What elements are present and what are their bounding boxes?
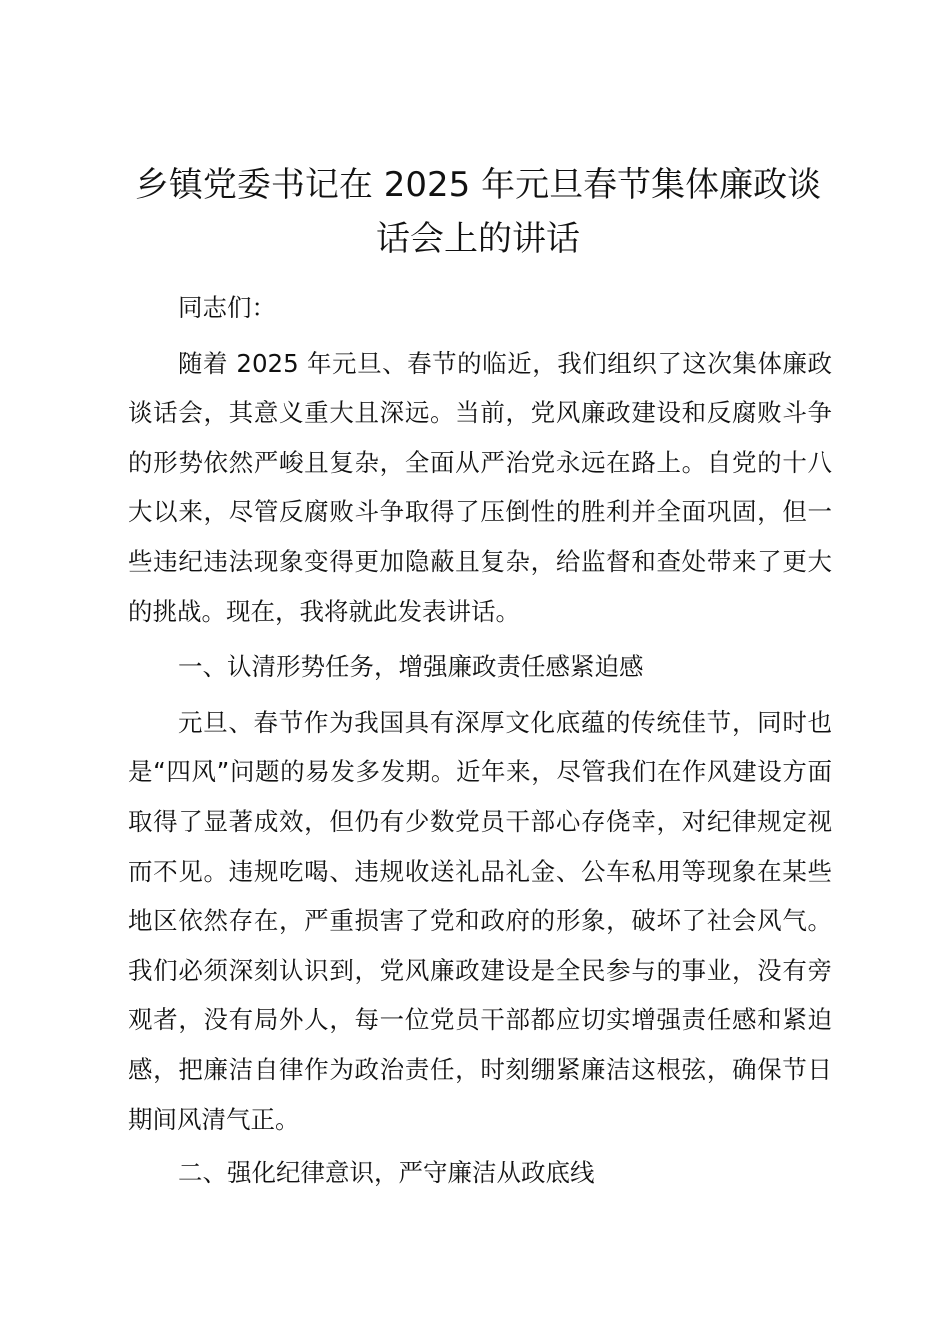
document-body (128, 283, 832, 1204)
document-title: 乡镇党委书记在 2025 年元旦春节集体廉政谈话会上的讲话 (134, 165, 822, 259)
section-heading-1: 一、认清形势任务，增强廉政责任感紧迫感 (178, 652, 644, 682)
greeting: 同志们： (178, 293, 276, 322)
body-paragraph-intro: 随着 2025 年元旦、春节的临近，我们组织了这次集体廉政谈话会，其意义重大且深远。当前，党风廉政建设和反腐败斗争的形势依然严峻且复杂，全面从严治党永远在路上。自党的十八大以来，尽管反腐败斗争取得了压倒性的胜利并全面巩固，但一些违纪违法现象变得更加隐蔽且复杂，给监督和查处带来了更大的挑战。现在，我将就此发表讲话。 (128, 348, 832, 626)
body-paragraph-section-1: 元旦、春节作为我国具有深厚文化底蕴的传统佳节，同时也是“四风”问题的易发多发期。近年来，尽管我们在作风建设方面取得了显著成效，但仍有少数党员干部心存侥幸，对纪律规定视而不见。违规吃喝、违规收送礼品礼金、公车私用等现象在某些地区依然存在，严重损害了党和政府的形象，破坏了社会风气。我们必须深刻认识到，党风廉政建设是全民参与的事业，没有旁观者，没有局外人，每一位党员干部都应切实增强责任感和紧迫感，把廉洁自律作为政治责任，时刻绷紧廉洁这根弦，确保节日期间风清气正。 (128, 707, 832, 1134)
section-heading-2: 二、强化纪律意识，严守廉洁从政底线 (178, 1158, 595, 1188)
